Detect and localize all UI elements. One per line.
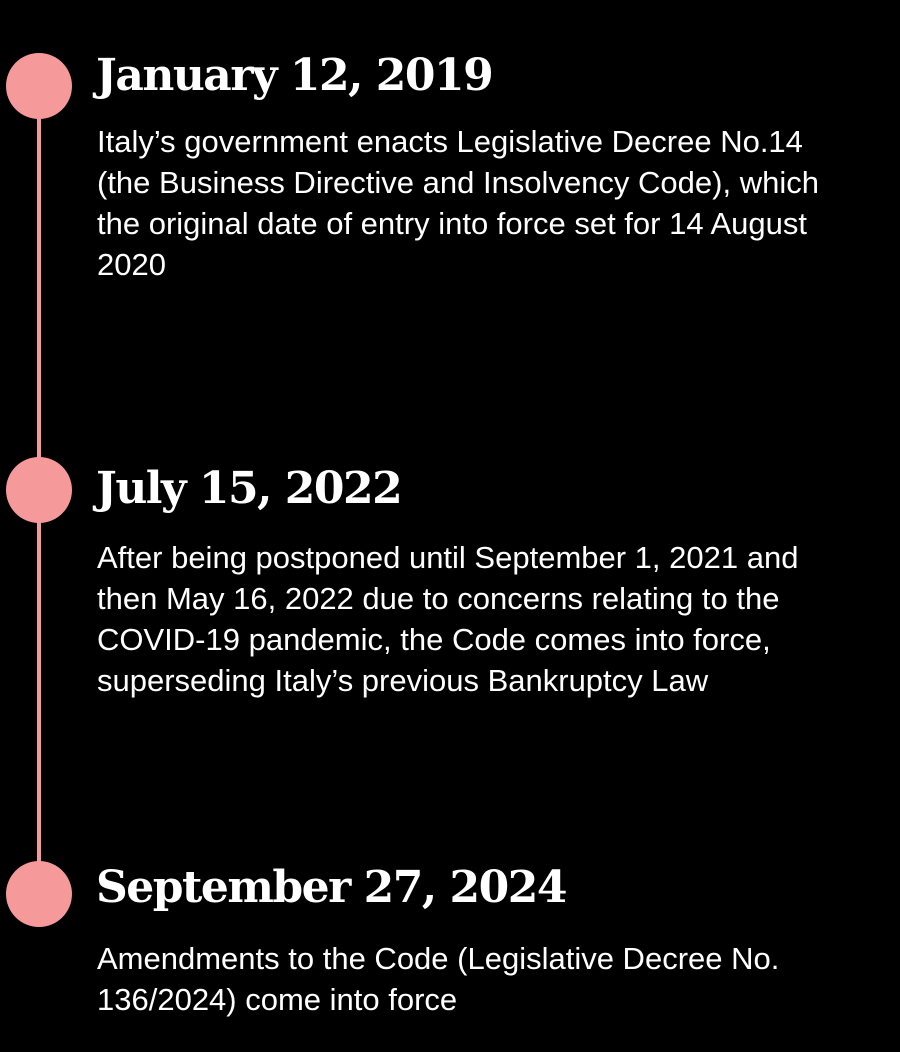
event-description: Amendments to the Code (Legislative Decree No. 136/2024) come into force [97, 941, 780, 1017]
event-date: July 15, 2022 [96, 463, 402, 514]
timeline-marker [6, 457, 72, 523]
event-date: January 12, 2019 [96, 50, 493, 101]
event-description: Italy’s government enacts Legislative Decree No.14 (the Business Directive and Insolvency Code), which the original date of entry into force set for 14 August 2020 [97, 124, 819, 282]
timeline-marker [6, 861, 72, 927]
event-description: After being postponed until September 1, 2021 and then May 16, 2022 due to concerns relating to the COVID-19 pandemic, the Code comes into force, superseding Italy’s previous Bankruptcy Law [97, 540, 799, 698]
timeline-marker [6, 53, 72, 119]
event-date: September 27, 2024 [96, 862, 566, 913]
